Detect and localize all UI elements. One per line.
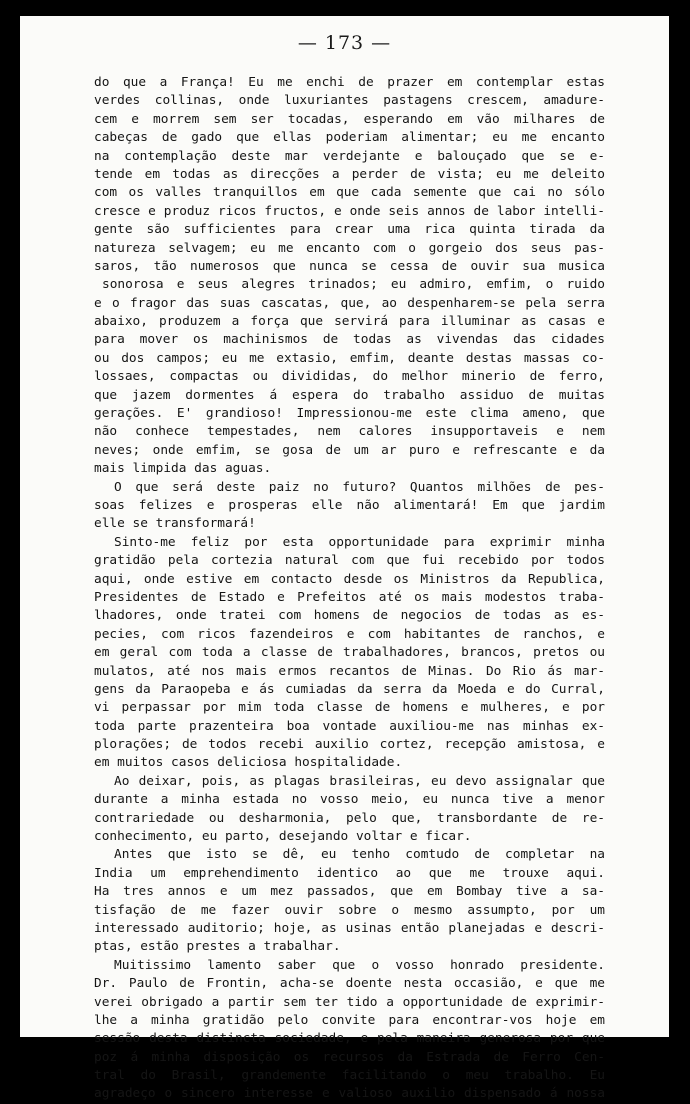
text-line: em geral com toda a classe de trabalhadores, brancos, pretos ou [94,645,605,661]
text-line: cresce e produz ricos fructos, e onde seis annos de labor intelli- [94,203,605,219]
text-line: Antes que isto se dê, eu tenho comtudo de completar na [114,847,605,863]
text-line: contrariedade ou desharmonia, pelo que, transbordante de re- [94,810,605,826]
text-line: India um emprehendimento identico ao que me trouxe aqui. [94,865,605,881]
text-line: elle se transformará! [94,516,256,532]
text-line: em muitos casos deliciosa hospitalidade. [94,755,403,771]
text-line: Sinto-me feliz por esta opportunidade para exprimir minha [114,534,605,550]
text-line: ptas, estão prestes a trabalhar. [94,939,341,955]
text-line: cabeças de gado que ellas poderiam alimentar; eu me encanto [94,130,605,146]
text-line: aqui, onde estive em contacto desde os Ministros da Republica, [94,571,605,587]
text-line: gerações. E' grandioso! Impressionou-me este clima ameno, que [94,406,605,422]
text-line: não conhece tempestades, nem calores insupportaveis e nem [94,424,605,440]
text-line: vi perpassar por mim toda classe de homens e mulheres, e por [94,700,605,716]
text-line: tisfação de me fazer ouvir sobre o mesmo assumpto, por um [94,902,605,918]
text-line: durante a minha estada no vosso meio, eu nunca tive a menor [94,792,605,808]
text-line: lhadores, onde tratei com homens de negocios de todas as es- [94,608,605,624]
text-line: Muitissimo lamento saber que o vosso honrado presidente. [114,957,605,973]
text-line: ou dos campos; eu me extasio, emfim, deante destas massas co- [94,350,605,366]
text-line: gente são sufficientes para crear uma rica quinta tirada da [94,222,605,238]
text-line: mais limpida das aguas. [94,461,272,477]
text-line: Ha tres annos e um mez passados, que em Bombay tive a sa- [94,884,605,900]
text-line: plorações; de todos recebi auxilio cortez, recepção amistosa, e [94,737,605,753]
text-line: lossaes, compactas ou divididas, do melhor minerio de ferro, [94,369,605,385]
text-line: do que a França! Eu me enchi de prazer em contemplar estas [94,75,605,90]
text-line: toda parte prazenteira boa vontade auxiliou-me nas minhas ex- [94,718,605,734]
text-line: soas felizes e prosperas elle não alimentará! Em que jardim [94,497,605,513]
text-line: e o fragor das suas cascatas, que, ao despenharem-se pela serra [94,295,605,311]
text-line: neves; onde emfim, se gosa de um ar puro e refrescante e da [94,442,605,458]
text-line: Dr. Paulo de Frontin, acha-se doente nesta occasião, e que me [94,976,605,992]
text-line: na contemplação deste mar verdejante e balouçado que se e- [94,148,605,164]
text-line: lhe a minha gratidão pelo convite para encontrar-vos hoje em [94,1012,605,1028]
page-number: — 173 — [297,32,392,54]
text-line: saros, tão numerosos que nunca se cessa de ouvir sua musica [94,258,605,274]
text-line: sessão desta distincta sociedade, e pela maneira generosa por que [94,1031,605,1047]
text-line: O que será deste paiz no futuro? Quantos milhões de pes- [114,479,605,495]
text-line: gens da Paraopeba e ás cumiadas da serra da Moeda e do Curral, [94,681,605,697]
text-line: verei obrigado a partir sem ter tido a opportunidade de exprimir- [94,994,605,1010]
text-line: tral do Brasil, grandemente facilitando o meu trabalho. Eu [94,1068,605,1084]
text-line: Ao deixar, pois, as plagas brasileiras, eu devo assignalar que [114,773,605,789]
text-line: abaixo, produzem a força que servirá para illuminar as casas e [94,314,605,330]
text-line: pecies, com ricos fazendeiros e com habitantes de ranchos, e [94,626,605,642]
text-line: mulatos, até nos mais ermos recantos de Minas. Do Rio ás mar- [94,663,605,679]
text-line: interessado auditorio; hoje, as usinas então planejadas e descri- [94,920,605,936]
text-line: tende em todas as direcções a perder de vista; eu me deleito [94,166,605,182]
text-line: natureza selvagem; eu me encanto com o gorgeio dos seus pas- [94,240,605,256]
text-line: para mover os machinismos de todas as vivendas das cidades [94,332,605,348]
text-line: verdes collinas, onde luxuriantes pastagens crescem, amadure- [94,93,605,109]
text-line: gratidão pela cortezia natural com que fui recebido por todos [94,553,605,569]
text-line: Presidentes de Estado e Prefeitos até os mais modestos traba- [94,589,605,605]
scanned-page [20,16,669,1102]
text-line: cem e morrem sem ser tocadas, esperando em vão milhares de [94,111,605,127]
text-line: poz á minha disposição os recursos da Estrada de Ferro Cen- [94,1049,605,1065]
text-line: com os valles tranquillos em que cada semente que cai no sólo [94,185,605,201]
text-line: agradeço o sincero interesse e valioso auxilio dispensado á nossa [94,1086,605,1102]
text-line: sonorosa e seus alegres trinados; eu admiro, emfim, o ruido [102,277,605,293]
text-line: conhecimento, eu parto, desejando voltar e ficar. [94,829,472,845]
body-text [94,74,605,1104]
text-line: que jazem dormentes á espera do trabalho assiduo de muitas [94,387,605,403]
